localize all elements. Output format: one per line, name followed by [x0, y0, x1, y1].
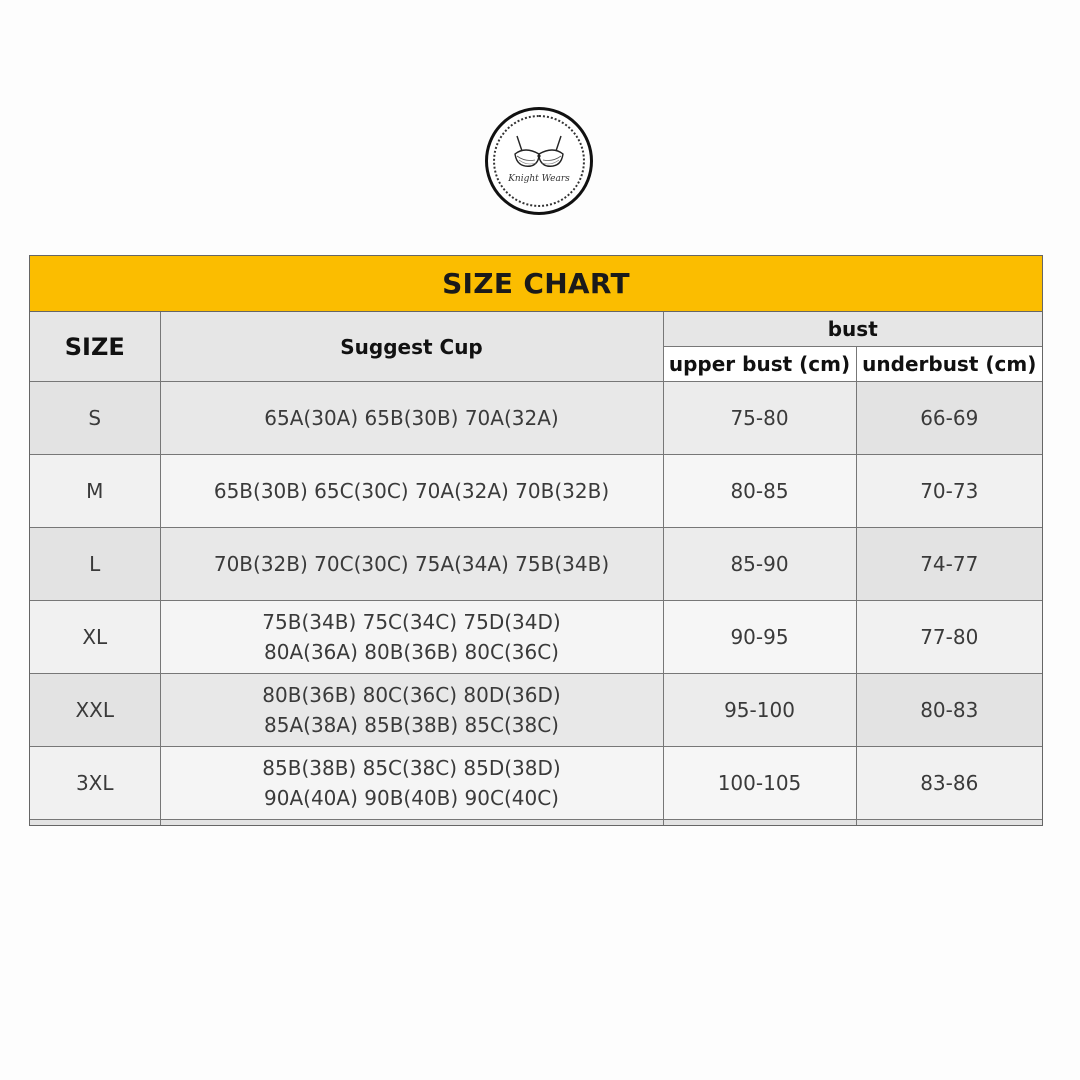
- header-upper-bust: upper bust (cm): [663, 347, 856, 382]
- cell-suggest-cup: [160, 674, 663, 747]
- size-chart-title: SIZE CHART: [30, 256, 1042, 312]
- cell-size: 3XL: [30, 747, 160, 820]
- cup-line: 70B(32B) 70C(30C) 75A(34A) 75B(34B): [213, 552, 610, 576]
- cell-size: M: [30, 455, 160, 528]
- table-row: [30, 528, 1042, 601]
- cell-suggest-cup: [160, 455, 663, 528]
- cell-suggest-cup: [160, 382, 663, 455]
- cell-size: XL: [30, 601, 160, 674]
- cell-suggest-cup: [160, 528, 663, 601]
- table-row: [30, 747, 1042, 820]
- cell-upper-bust: 80-85: [663, 455, 856, 528]
- table-row: [30, 455, 1042, 528]
- size-chart: [29, 255, 1043, 826]
- table-row: [30, 674, 1042, 747]
- table-row: [30, 382, 1042, 455]
- cell-underbust: 80-83: [856, 674, 1042, 747]
- cup-line: 75B(34B) 75C(34C) 75D(34D): [262, 610, 561, 634]
- cup-line: 90A(40A) 90B(40B) 90C(40C): [264, 786, 559, 810]
- cup-line: 65B(30B) 65C(30C) 70A(32A) 70B(32B): [213, 479, 610, 503]
- cutoff-cell: [856, 820, 1042, 826]
- size-table-body: [30, 382, 1042, 826]
- cell-upper-bust: 100-105: [663, 747, 856, 820]
- cup-line: 80A(36A) 80B(36B) 80C(36C): [264, 640, 559, 664]
- table-row-cutoff: [30, 820, 1042, 826]
- cell-suggest-cup: [160, 601, 663, 674]
- header-bust: bust: [663, 312, 1042, 347]
- cup-line: 80B(36B) 80C(36C) 80D(36D): [262, 683, 561, 707]
- cell-underbust: 66-69: [856, 382, 1042, 455]
- cell-size: S: [30, 382, 160, 455]
- cell-size: L: [30, 528, 160, 601]
- cup-line: 65A(30A) 65B(30B) 70A(32A): [264, 406, 559, 430]
- cell-size: XXL: [30, 674, 160, 747]
- cell-underbust: 74-77: [856, 528, 1042, 601]
- cutoff-cell: [160, 820, 663, 826]
- bra-icon: [509, 132, 569, 172]
- cell-suggest-cup: [160, 747, 663, 820]
- cutoff-cell: [663, 820, 856, 826]
- cell-underbust: 83-86: [856, 747, 1042, 820]
- table-row: [30, 601, 1042, 674]
- cell-underbust: 77-80: [856, 601, 1042, 674]
- logo-brand-text: Knight Wears: [508, 174, 570, 184]
- cell-upper-bust: 85-90: [663, 528, 856, 601]
- cutoff-cell: [30, 820, 160, 826]
- header-size: SIZE: [30, 312, 160, 382]
- cell-upper-bust: 90-95: [663, 601, 856, 674]
- header-underbust: underbust (cm): [856, 347, 1042, 382]
- cup-line: 85A(38A) 85B(38B) 85C(38C): [264, 713, 559, 737]
- brand-logo: [485, 107, 593, 215]
- size-table: [30, 312, 1042, 825]
- cell-upper-bust: 95-100: [663, 674, 856, 747]
- cup-line: 85B(38B) 85C(38C) 85D(38D): [262, 756, 561, 780]
- cell-upper-bust: 75-80: [663, 382, 856, 455]
- header-suggest-cup: Suggest Cup: [160, 312, 663, 382]
- cell-underbust: 70-73: [856, 455, 1042, 528]
